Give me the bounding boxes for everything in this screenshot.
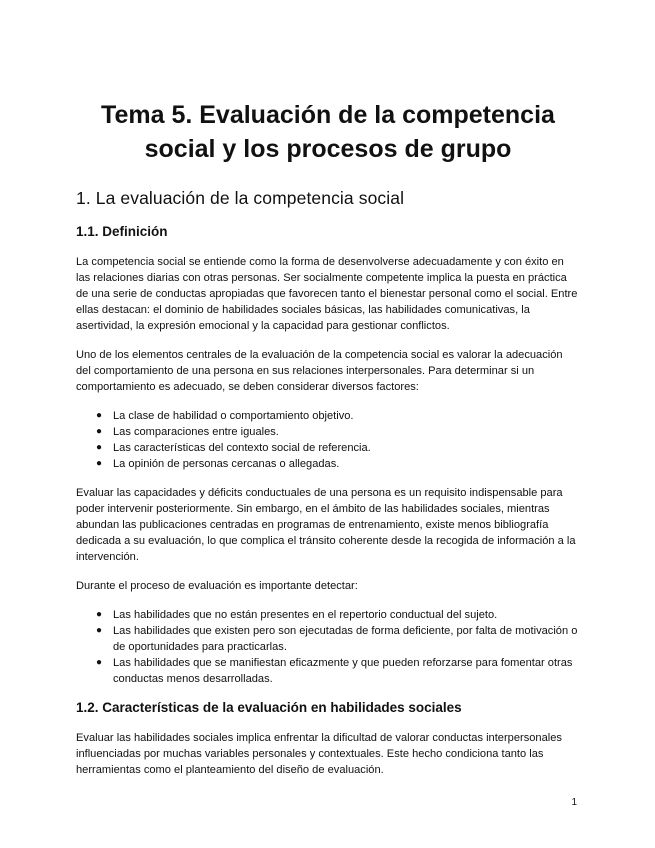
list-item: ● Las habilidades que no están presentes en el repertorio conductual del sujeto.: [96, 609, 498, 621]
document-page: [76, 98, 580, 791]
list-item: ● Las habilidades que existen pero son ejecutadas de forma deficiente, por falta de motivación o de oportunidades para practicarlas.: [96, 625, 578, 653]
list-item: ● La clase de habilidad o comportamiento objetivo.: [96, 410, 354, 422]
bullet-icon: ●: [96, 609, 103, 620]
bullet-icon: ●: [96, 426, 103, 437]
paragraph-evaluation-elements: Uno de los elementos centrales de la evaluación de la competencia social es valorar la adecuación del comportamiento de una persona en sus relaciones interpersonales. Para determinar si un comportamiento es adecuado, se deben considerar diversos factores:: [76, 349, 563, 393]
subsection-heading-1-1: 1.1. Definición: [76, 224, 168, 239]
bullet-icon: ●: [96, 458, 103, 469]
paragraph-capacities: Evaluar las capacidades y déficits conductuales de una persona es un requisito indispensable para poder intervenir posteriormente. Sin embargo, en el ámbito de las habilidades sociales, mientras abundan las publicaciones centradas en programas de entrenamiento, existe menos bibliografía dedicada a su evaluación, lo que complica el tránsito coherente desde la recogida de información a la intervención.: [76, 487, 576, 563]
bullet-icon: ●: [96, 442, 103, 453]
paragraph-characteristics: Evaluar las habilidades sociales implica enfrentar la dificultad de valorar conductas interpersonales influenciadas por muchas variables personales y contextuales. Este hecho condiciona tanto las herramientas como el planteamiento del diseño de evaluación.: [76, 732, 562, 776]
paragraph-definition: La competencia social se entiende como la forma de desenvolverse adecuadamente y con éxito en las relaciones diarias con otras personas. Ser socialmente competente implica la puesta en práctica de una serie de conductas apropiadas que favorecen tanto el bienestar personal como el social. Entre ellas destacan: el dominio de habilidades sociales básicas, las habilidades comunicativas, la asertividad, la expresión emocional y la capacidad para gestionar conflictos.: [76, 256, 578, 332]
list-item: ● Las características del contexto social de referencia.: [96, 442, 371, 454]
list-item: ● La opinión de personas cercanas o allegadas.: [96, 458, 340, 470]
section-heading-1: 1. La evaluación de la competencia social: [76, 188, 405, 208]
factors-list: [76, 408, 580, 472]
list-item: ● Las habilidades que se manifiestan eficazmente y que pueden reforzarse para fomentar otras conductas menos desarrolladas.: [96, 657, 573, 685]
bullet-icon: ●: [96, 410, 103, 421]
detect-list: [76, 607, 580, 687]
document-title: Tema 5. Evaluación de la competencia social y los procesos de grupo: [101, 101, 555, 163]
paragraph-detect: Durante el proceso de evaluación es importante detectar:: [76, 580, 358, 592]
bullet-icon: ●: [96, 657, 103, 668]
list-item: ● Las comparaciones entre iguales.: [96, 426, 279, 438]
page-number: 1: [571, 797, 577, 808]
subsection-heading-1-2: 1.2. Características de la evaluación en habilidades sociales: [76, 700, 462, 715]
bullet-icon: ●: [96, 625, 103, 636]
